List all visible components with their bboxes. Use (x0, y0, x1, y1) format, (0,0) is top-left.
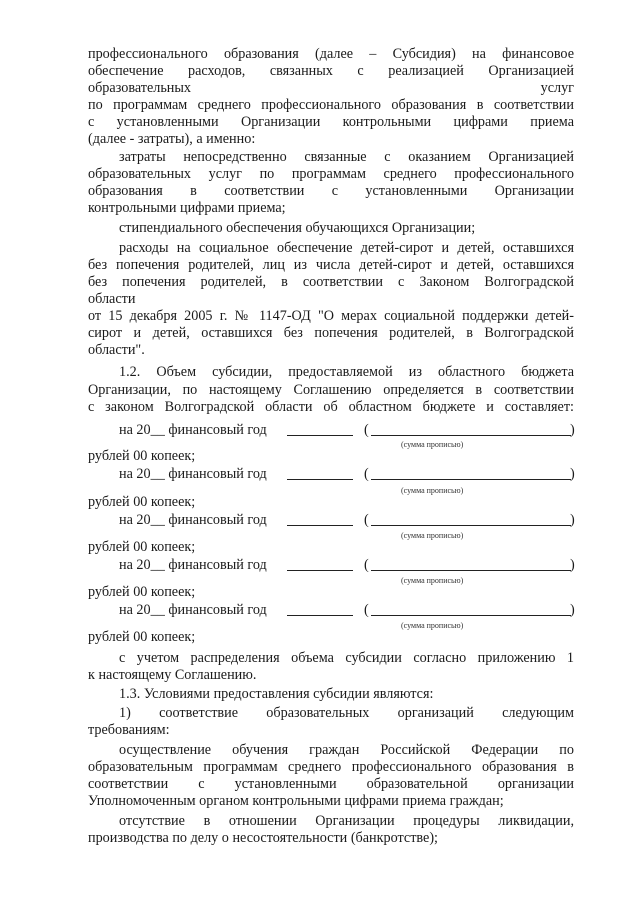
text-line: образовательным программам среднего профессионального образования в (88, 759, 574, 775)
text-line: от 15 декабря 2005 г. № 1147-ОД "О мерах социальной поддержки детей- (88, 308, 574, 324)
text-line: без попечения родителей, лиц из числа детей-сирот и детей, оставшихся (88, 257, 574, 273)
text-line: профессионального образования (далее – Субсидия) на финансовое (88, 46, 574, 62)
amount-label: на 20__ финансовый год (119, 602, 267, 618)
text-line: отсутствие в отношении Организации процедуры ликвидации, (119, 813, 574, 829)
text-line: по программам среднего профессионального образования в соответствии (88, 97, 574, 113)
amount-number-blank (287, 435, 353, 436)
text-line: (далее - затраты), а именно: (88, 131, 256, 147)
amount-number-blank (287, 615, 353, 616)
paren-open: ( (364, 466, 369, 482)
amount-row (119, 466, 574, 483)
paren-open: ( (364, 422, 369, 438)
paren-close: ) (570, 602, 575, 618)
amount-words-blank (371, 615, 571, 616)
text-line: требованиям: (88, 722, 170, 738)
text-line: образовательных (88, 80, 192, 96)
text-line: стипендиального обеспечения обучающихся Организации; (119, 220, 476, 236)
amount-label: на 20__ финансовый год (119, 512, 267, 528)
text-line: производства по делу о несостоятельности (банкротстве); (88, 830, 438, 846)
amount-caption: (сумма прописью) (401, 576, 464, 585)
text-line: сирот и детей, оставшихся без попечения родителей, в Волгоградской (88, 325, 574, 341)
text-line: Уполномоченным органом контрольными цифрами приема граждан; (88, 793, 504, 809)
paren-close: ) (570, 557, 575, 573)
amount-tail: рублей 00 копеек; (88, 584, 196, 600)
amount-number-blank (287, 479, 353, 480)
amount-caption: (сумма прописью) (401, 440, 464, 449)
text-line: 1) соответствие образовательных организаций следующим (119, 705, 574, 721)
text-line: к настоящему Соглашению. (88, 667, 257, 683)
text-line: без попечения родителей, в соответствии с Законом Волгоградской (88, 274, 574, 290)
amount-number-blank (287, 570, 353, 571)
amount-tail: рублей 00 копеек; (88, 494, 196, 510)
text-line: 1.2. Объем субсидии, предоставляемой из областного бюджета (119, 364, 574, 380)
amount-words-blank (371, 570, 571, 571)
amount-words-blank (371, 479, 571, 480)
amount-caption: (сумма прописью) (401, 531, 464, 540)
amount-label: на 20__ финансовый год (119, 422, 267, 438)
text-line: контрольными цифрами приема; (88, 200, 286, 216)
amount-caption: (сумма прописью) (401, 621, 464, 630)
paren-close: ) (570, 512, 575, 528)
text-line: области". (88, 342, 145, 358)
paren-close: ) (570, 466, 575, 482)
text-line: области (88, 291, 136, 307)
paren-close: ) (570, 422, 575, 438)
amount-tail: рублей 00 копеек; (88, 448, 196, 464)
text-line: затраты непосредственно связанные с оказанием Организацией (119, 149, 574, 165)
text-line: 1.3. Условиями предоставления субсидии являются: (119, 686, 434, 702)
text-line: образовательных услуг по программам среднего профессионального (88, 166, 574, 182)
text-line: соответствии с установленными образовательной организации (88, 776, 574, 792)
amount-number-blank (287, 525, 353, 526)
paren-open: ( (364, 557, 369, 573)
amount-caption: (сумма прописью) (401, 486, 464, 495)
text-line: с законом Волгоградской области об областном бюджете и составляет: (88, 399, 574, 415)
amount-row (119, 602, 574, 619)
text-line: услуг (540, 80, 574, 96)
text-line: Организации, по настоящему Соглашению определяется в соответствии (88, 382, 574, 398)
amount-label: на 20__ финансовый год (119, 557, 267, 573)
text-line: обеспечение расходов, связанных с реализацией Организацией (88, 63, 574, 79)
text-line: образования в соответствии с установленными Организации (88, 183, 574, 199)
amount-row (119, 557, 574, 574)
text-line: с установленными Организации контрольными цифрами приема (88, 114, 574, 130)
amount-tail: рублей 00 копеек; (88, 629, 196, 645)
amount-tail: рублей 00 копеек; (88, 539, 196, 555)
text-line: расходы на социальное обеспечение детей-сирот и детей, оставшихся (119, 240, 574, 256)
amount-words-blank (371, 525, 571, 526)
paren-open: ( (364, 512, 369, 528)
text-line: осуществление обучения граждан Российской Федерации по (119, 742, 574, 758)
amount-label: на 20__ финансовый год (119, 466, 267, 482)
amount-words-blank (371, 435, 571, 436)
amount-row (119, 422, 574, 439)
text-line: с учетом распределения объема субсидии согласно приложению 1 (119, 650, 574, 666)
amount-row (119, 512, 574, 529)
paren-open: ( (364, 602, 369, 618)
